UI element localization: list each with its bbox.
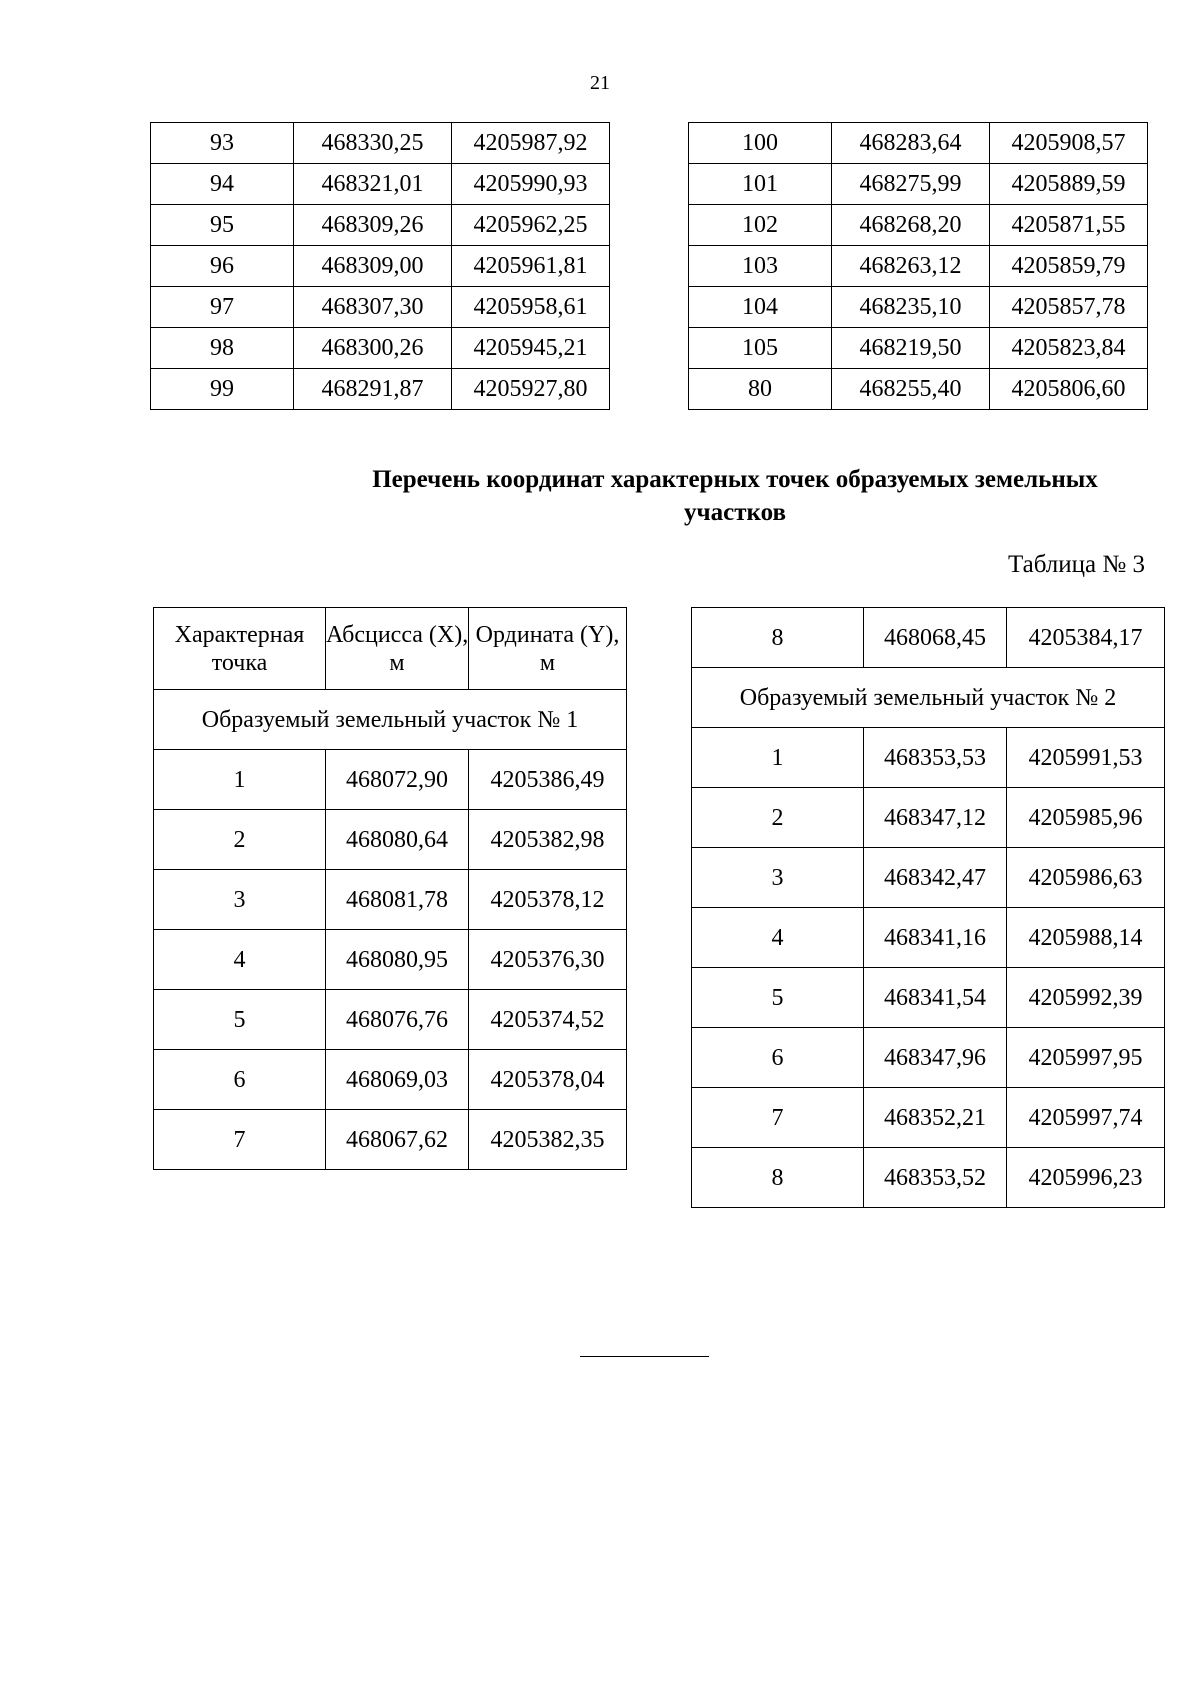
y-coordinate: 4205996,23 (1007, 1148, 1165, 1208)
section-heading (250, 463, 1200, 529)
table-row (154, 870, 627, 930)
point-number: 105 (689, 328, 832, 369)
y-coordinate: 4205988,14 (1007, 908, 1165, 968)
y-coordinate: 4205958,61 (452, 287, 610, 328)
x-coordinate: 468330,25 (294, 123, 452, 164)
y-coordinate: 4205997,74 (1007, 1088, 1165, 1148)
table-row (692, 1028, 1165, 1088)
point-number: 100 (689, 123, 832, 164)
continued-table-left (150, 122, 610, 410)
continued-table-right (688, 122, 1148, 410)
point-number: 99 (151, 369, 294, 410)
table-row (151, 164, 610, 205)
y-coordinate: 4205990,93 (452, 164, 610, 205)
point-number: 97 (151, 287, 294, 328)
x-coordinate: 468347,96 (864, 1028, 1007, 1088)
point-number: 7 (692, 1088, 864, 1148)
table-row (151, 205, 610, 246)
point-number: 3 (692, 848, 864, 908)
y-coordinate: 4205859,79 (990, 246, 1148, 287)
table-row (689, 369, 1148, 410)
y-coordinate: 4205871,55 (990, 205, 1148, 246)
table-row (692, 848, 1165, 908)
x-coordinate: 468069,03 (326, 1050, 469, 1110)
x-coordinate: 468291,87 (294, 369, 452, 410)
column-header-point (154, 608, 326, 690)
point-number: 104 (689, 287, 832, 328)
x-coordinate: 468307,30 (294, 287, 452, 328)
table-row (154, 990, 627, 1050)
y-coordinate: 4205986,63 (1007, 848, 1165, 908)
column-header-ordinate-line-1: Ордината (Y), (475, 621, 620, 648)
y-coordinate: 4205374,52 (469, 990, 627, 1050)
point-number: 102 (689, 205, 832, 246)
x-coordinate: 468283,64 (832, 123, 990, 164)
x-coordinate: 468321,01 (294, 164, 452, 205)
point-number: 96 (151, 246, 294, 287)
x-coordinate: 468341,16 (864, 908, 1007, 968)
y-coordinate: 4205386,49 (469, 750, 627, 810)
table-row (689, 123, 1148, 164)
point-number: 8 (692, 1148, 864, 1208)
table-row (692, 968, 1165, 1028)
point-number: 2 (692, 788, 864, 848)
table-row (151, 287, 610, 328)
column-header-abscissa-line-2: м (389, 649, 405, 676)
x-coordinate: 468072,90 (326, 750, 469, 810)
point-number: 101 (689, 164, 832, 205)
table-row (154, 1050, 627, 1110)
table-row (151, 246, 610, 287)
y-coordinate: 4205987,92 (452, 123, 610, 164)
page-number: 21 (590, 72, 610, 94)
point-number: 4 (154, 930, 326, 990)
x-coordinate: 468309,00 (294, 246, 452, 287)
y-coordinate: 4205823,84 (990, 328, 1148, 369)
y-coordinate: 4205378,12 (469, 870, 627, 930)
table-caption: Таблица № 3 (1007, 551, 1145, 578)
table-row (689, 246, 1148, 287)
point-number: 7 (154, 1110, 326, 1170)
point-number: 2 (154, 810, 326, 870)
point-number: 1 (154, 750, 326, 810)
column-header-point-line-1: Характерная (174, 621, 305, 648)
column-header-abscissa-line-1: Абсцисса (X), (326, 621, 469, 648)
table-row (151, 328, 610, 369)
y-coordinate: 4205945,21 (452, 328, 610, 369)
table-row (154, 810, 627, 870)
y-coordinate: 4205382,98 (469, 810, 627, 870)
point-number: 6 (154, 1050, 326, 1110)
column-header-ordinate-line-2: м (539, 649, 556, 676)
x-coordinate: 468255,40 (832, 369, 990, 410)
y-coordinate: 4205806,60 (990, 369, 1148, 410)
table-row (692, 1148, 1165, 1208)
point-number: 1 (692, 728, 864, 788)
y-coordinate: 4205889,59 (990, 164, 1148, 205)
x-coordinate: 468353,53 (864, 728, 1007, 788)
point-number: 6 (692, 1028, 864, 1088)
coordinates-table-left (153, 607, 627, 1170)
x-coordinate: 468235,10 (832, 287, 990, 328)
column-header-point-line-2: точка (211, 649, 268, 676)
point-number: 8 (692, 608, 864, 668)
plot-title-row (692, 668, 1165, 728)
table-row (692, 788, 1165, 848)
x-coordinate: 468219,50 (832, 328, 990, 369)
y-coordinate: 4205997,95 (1007, 1028, 1165, 1088)
y-coordinate: 4205927,80 (452, 369, 610, 410)
column-header-abscissa (326, 608, 469, 690)
y-coordinate: 4205382,35 (469, 1110, 627, 1170)
section-heading-line-2: участков (684, 499, 786, 526)
x-coordinate: 468309,26 (294, 205, 452, 246)
footer-rule (580, 1356, 709, 1357)
y-coordinate: 4205961,81 (452, 246, 610, 287)
table-row (692, 908, 1165, 968)
coordinates-table-right (691, 607, 1165, 1208)
y-coordinate: 4205384,17 (1007, 608, 1165, 668)
point-number: 95 (151, 205, 294, 246)
x-coordinate: 468068,45 (864, 608, 1007, 668)
table-row (151, 123, 610, 164)
table-row (151, 369, 610, 410)
section-heading-line-1: Перечень координат характерных точек образуемых земельных (372, 466, 1098, 493)
x-coordinate: 468341,54 (864, 968, 1007, 1028)
table-row (154, 750, 627, 810)
plot-1-title: Образуемый земельный участок № 1 (154, 690, 627, 750)
point-number: 98 (151, 328, 294, 369)
x-coordinate: 468081,78 (326, 870, 469, 930)
point-number: 93 (151, 123, 294, 164)
x-coordinate: 468076,76 (326, 990, 469, 1050)
table-row (692, 608, 1165, 668)
y-coordinate: 4205962,25 (452, 205, 610, 246)
table-header-row (154, 608, 627, 690)
x-coordinate: 468352,21 (864, 1088, 1007, 1148)
y-coordinate: 4205857,78 (990, 287, 1148, 328)
y-coordinate: 4205376,30 (469, 930, 627, 990)
plot-title-row (154, 690, 627, 750)
point-number: 5 (154, 990, 326, 1050)
x-coordinate: 468067,62 (326, 1110, 469, 1170)
y-coordinate: 4205991,53 (1007, 728, 1165, 788)
point-number: 94 (151, 164, 294, 205)
y-coordinate: 4205908,57 (990, 123, 1148, 164)
table-row (692, 728, 1165, 788)
x-coordinate: 468300,26 (294, 328, 452, 369)
table-row (154, 930, 627, 990)
column-header-ordinate (469, 608, 627, 690)
table-row (689, 328, 1148, 369)
x-coordinate: 468342,47 (864, 848, 1007, 908)
x-coordinate: 468268,20 (832, 205, 990, 246)
y-coordinate: 4205378,04 (469, 1050, 627, 1110)
y-coordinate: 4205985,96 (1007, 788, 1165, 848)
x-coordinate: 468080,64 (326, 810, 469, 870)
x-coordinate: 468347,12 (864, 788, 1007, 848)
table-row (689, 205, 1148, 246)
table-row (689, 164, 1148, 205)
x-coordinate: 468080,95 (326, 930, 469, 990)
point-number: 103 (689, 246, 832, 287)
x-coordinate: 468275,99 (832, 164, 990, 205)
point-number: 4 (692, 908, 864, 968)
table-row (692, 1088, 1165, 1148)
plot-2-title: Образуемый земельный участок № 2 (692, 668, 1165, 728)
y-coordinate: 4205992,39 (1007, 968, 1165, 1028)
point-number: 80 (689, 369, 832, 410)
table-row (154, 1110, 627, 1170)
table-row (689, 287, 1148, 328)
x-coordinate: 468263,12 (832, 246, 990, 287)
x-coordinate: 468353,52 (864, 1148, 1007, 1208)
point-number: 5 (692, 968, 864, 1028)
point-number: 3 (154, 870, 326, 930)
